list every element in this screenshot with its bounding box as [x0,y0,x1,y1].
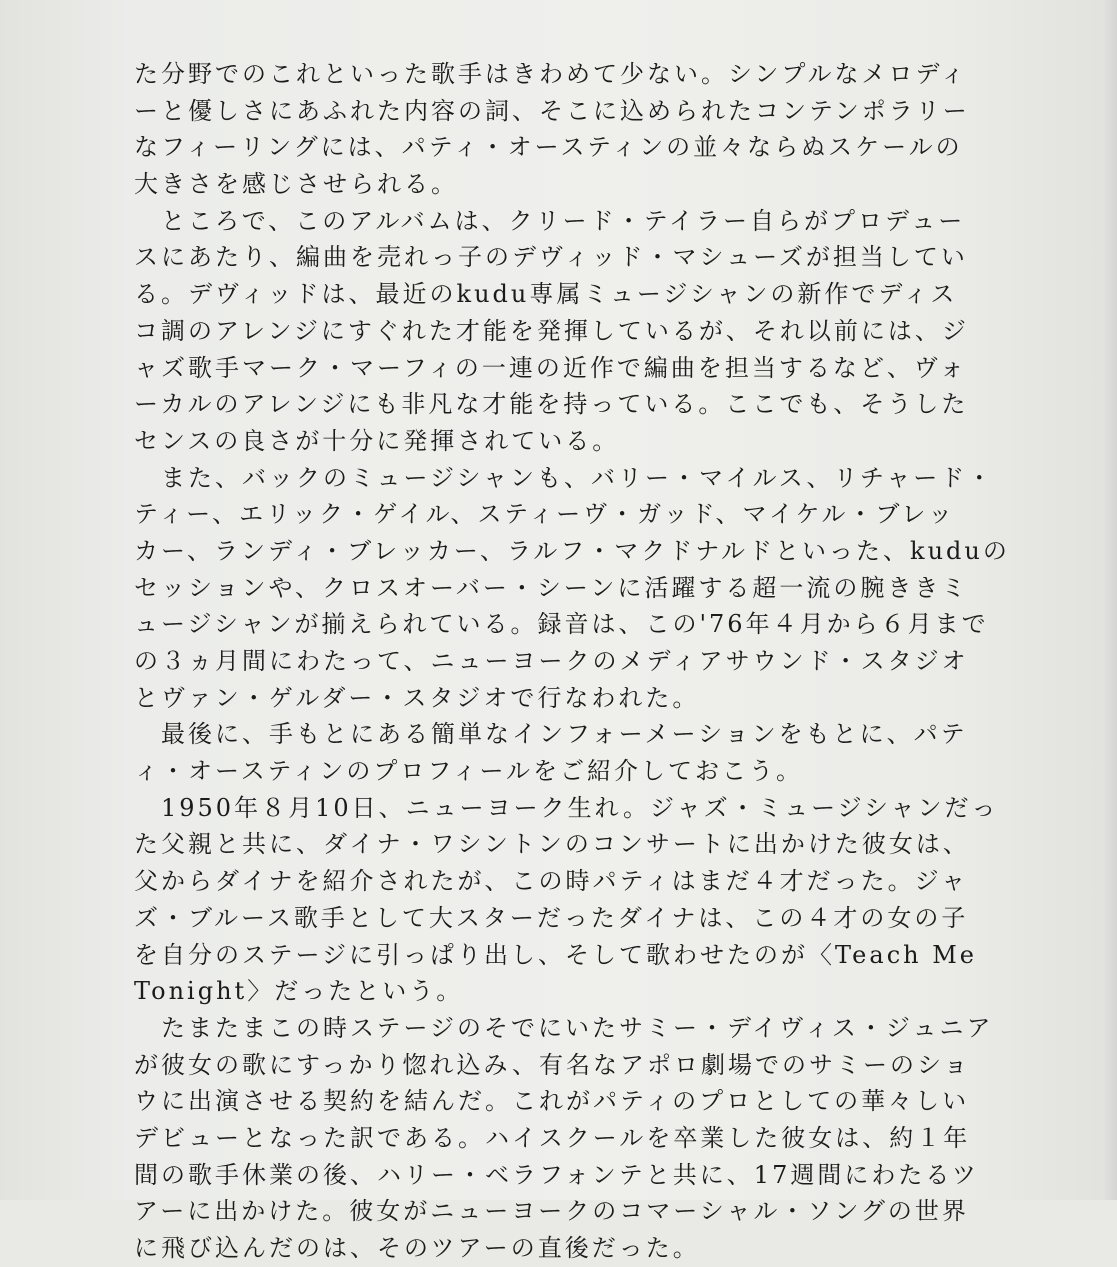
liner-notes-text [134,56,1010,1267]
text-line: ャズ歌手マーク・マーフィの一連の近作で編曲を担当するなど、ヴォ [134,353,967,382]
text-line: を自分のステージに引っぱり出し、そして歌わせたのが〈Teach Me [134,940,977,969]
text-line: カー、ランディ・ブレッカー、ラルフ・マクドナルドといった、kuduの [134,536,1010,565]
text-line: アーに出かけた。彼女がニューヨークのコマーシャル・ソングの世界 [134,1197,969,1226]
paragraph [134,1010,994,1267]
text-line: センスの良さが十分に発揮されている。 [134,426,620,455]
paragraph [134,716,968,789]
text-line: ウに出演させる契約を結んだ。これがパティのプロとしての華々しい [134,1087,970,1116]
text-line: 父からダイナを紹介されたが、この時パティはまだ４才だった。ジャ [134,867,969,896]
text-line: 間の歌手休業の後、ハリー・ベラフォンテと共に、17週間にわたるツ [134,1160,979,1189]
text-line: ズ・ブルース歌手として大スターだったダイナは、この４才の女の子 [134,903,969,932]
paragraph [134,790,999,1010]
text-line: 最後に、手もとにある簡単なインフォーメーションをもとに、パテ [134,720,968,749]
text-line: た父親と共に、ダイナ・ワシントンのコンサートに出かけた彼女は、 [134,830,970,859]
text-line: ーカルのアレンジにも非凡な才能を持っている。ここでも、そうした [134,390,969,419]
text-line: に飛び込んだのは、そのツアーの直後だった。 [134,1234,700,1262]
text-line: スにあたり、編曲を売れっ子のデヴィッド・マシューズが担当してい [134,243,968,272]
text-line: が彼女の歌にすっかり惚れ込み、有名なアポロ劇場でのサミーのショ [134,1050,971,1079]
text-line: 大きさを感じさせられる。 [134,170,458,199]
text-line: 1950年８月10日、ニューヨーク生れ。ジャズ・ミュージシャンだっ [134,793,999,822]
text-line: とヴァン・ゲルダー・スタジオで行なわれた。 [134,683,700,712]
text-line: ところで、このアルバムは、クリード・テイラー自らがプロデュー [134,206,966,235]
text-line: の３ヵ月間にわたって、ニューヨークのメディアサウンド・スタジオ [134,647,969,675]
text-line: ティー、エリック・ゲイル、スティーヴ・ガッド、マイケル・ブレッ [134,500,956,529]
page-edge-shadow [1103,0,1117,1200]
text-line: ーと優しさにあふれた内容の詞、そこに込められたコンテンポラリー [134,96,970,125]
text-line: コ調のアレンジにすぐれた才能を発揮しているが、それ以前には、ジ [134,316,969,345]
paragraph [134,203,969,460]
text-line: また、バックのミュージシャンも、バリー・マイルス、リチャード・ [134,463,995,492]
text-line: ィ・オースティンのプロフィールをご紹介しておこう。 [134,757,803,786]
text-line: セッションや、クロスオーバー・シーンに活躍する超一流の腕ききミ [134,573,969,602]
text-line: たまたまこの時ステージのそでにいたサミー・デイヴィス・ジュニア [134,1013,994,1042]
paragraph [134,56,970,203]
text-line: なフィーリングには、パティ・オースティンの並々ならぬスケールの [134,133,963,162]
paragraph [134,460,1010,717]
text-line: る。デヴィッドは、最近のkudu専属ミュージシャンの新作でディス [134,280,958,309]
text-line: ュージシャンが揃えられている。録音は、この'76年４月から６月まで [134,610,989,639]
text-line: Tonight〉だったという。 [134,977,464,1006]
text-line: デビューとなった訳である。ハイスクールを卒業した彼女は、約１年 [134,1123,971,1152]
text-line: た分野でのこれといった歌手はきわめて少ない。シンプルなメロディ [134,60,968,88]
